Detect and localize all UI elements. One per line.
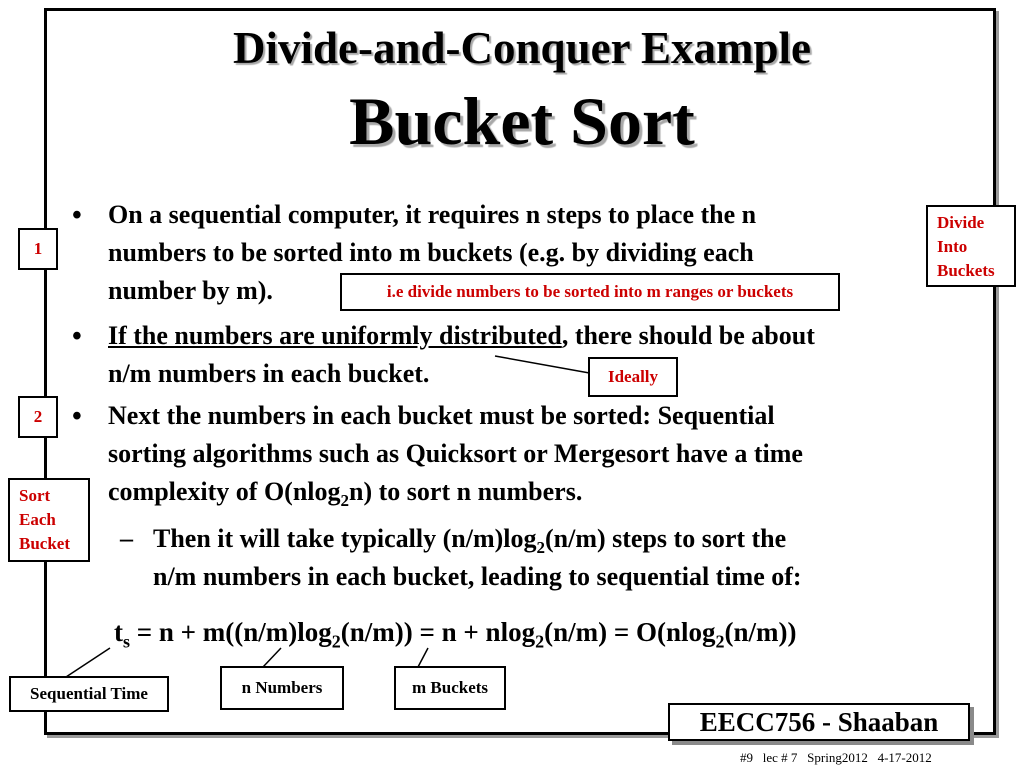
slide-footer: #9 lec # 7 Spring2012 4-17-2012 <box>740 750 932 765</box>
bullet-2-line-2: n/m numbers in each bucket. <box>108 359 430 388</box>
course-brand: EECC756 - Shaaban <box>668 703 970 741</box>
formula-part-4: (n/m)) <box>724 617 797 647</box>
bullet-marker: • <box>72 200 82 231</box>
formula-part-1: = n + m((n/m)log <box>130 617 332 647</box>
bullet-3-line-3-pre: complexity of O(nlog <box>108 477 341 506</box>
step-1-badge: 1 <box>18 228 58 270</box>
sequential-time-connector <box>66 648 110 677</box>
n-numbers-label: n Numbers <box>220 666 344 710</box>
divide-into-buckets-line: Divide <box>937 213 985 232</box>
formula-subscript-3: 2 <box>715 631 725 652</box>
formula-t-subscript: s <box>123 631 131 652</box>
step-2-badge: 2 <box>18 396 58 438</box>
bullet-1-line-3: number by m). <box>108 276 273 305</box>
bullet-marker: • <box>72 401 82 432</box>
uniform-distribution-phrase: If the numbers are uniformly distributed <box>108 321 562 350</box>
ideally-note: Ideally <box>588 357 678 397</box>
ranges-note: i.e divide numbers to be sorted into m ranges or buckets <box>340 273 840 311</box>
bullet-3-line-1: Next the numbers in each bucket must be sorted: Sequential <box>108 401 775 430</box>
subbullet-line-1-post: (n/m) steps to sort the <box>545 524 787 553</box>
bullet-3-line-2: sorting algorithms such as Quicksort or Mergesort have a time <box>108 439 803 468</box>
log-base-subscript: 2 <box>340 491 350 511</box>
log-base-subscript: 2 <box>536 538 545 558</box>
bullet-1-line-2: numbers to be sorted into m buckets (e.g. by dividing each <box>108 238 754 267</box>
bullet-2-line-1-rest: , there should be about <box>561 321 815 350</box>
divide-into-buckets-note <box>926 205 1016 287</box>
slide-subtitle: Bucket Sort <box>349 83 695 159</box>
m-buckets-connector <box>418 648 428 667</box>
subbullet-marker: – <box>120 524 133 553</box>
divide-into-buckets-line: Into <box>937 237 968 256</box>
bullet-1-line-1: On a sequential computer, it requires n steps to place the n <box>108 200 757 229</box>
n-numbers-connector <box>263 648 281 667</box>
sequential-time-label: Sequential Time <box>9 676 169 712</box>
divide-into-buckets-line: Buckets <box>937 261 995 280</box>
sort-each-bucket-line: Bucket <box>19 534 70 553</box>
formula-part-3: (n/m) = O(nlog <box>544 617 716 647</box>
sort-each-bucket-line: Sort <box>19 486 51 505</box>
ideally-connector <box>495 356 595 374</box>
slide-title: Divide-and-Conquer Example <box>233 23 811 73</box>
bullet-marker: • <box>72 321 82 352</box>
sort-each-bucket-line: Each <box>19 510 56 529</box>
m-buckets-label: m Buckets <box>394 666 506 710</box>
formula-subscript-2: 2 <box>535 631 545 652</box>
formula-t: t <box>114 617 123 647</box>
formula-part-2: (n/m)) = n + nlog <box>340 617 536 647</box>
subbullet-line-2: n/m numbers in each bucket, leading to sequential time of: <box>153 562 802 591</box>
formula-subscript-1: 2 <box>331 631 341 652</box>
sort-each-bucket-note <box>8 478 90 562</box>
bullet-3-line-3-post: n) to sort n numbers. <box>349 477 583 506</box>
subbullet-line-1-pre: Then it will take typically (n/m)log <box>153 524 537 553</box>
